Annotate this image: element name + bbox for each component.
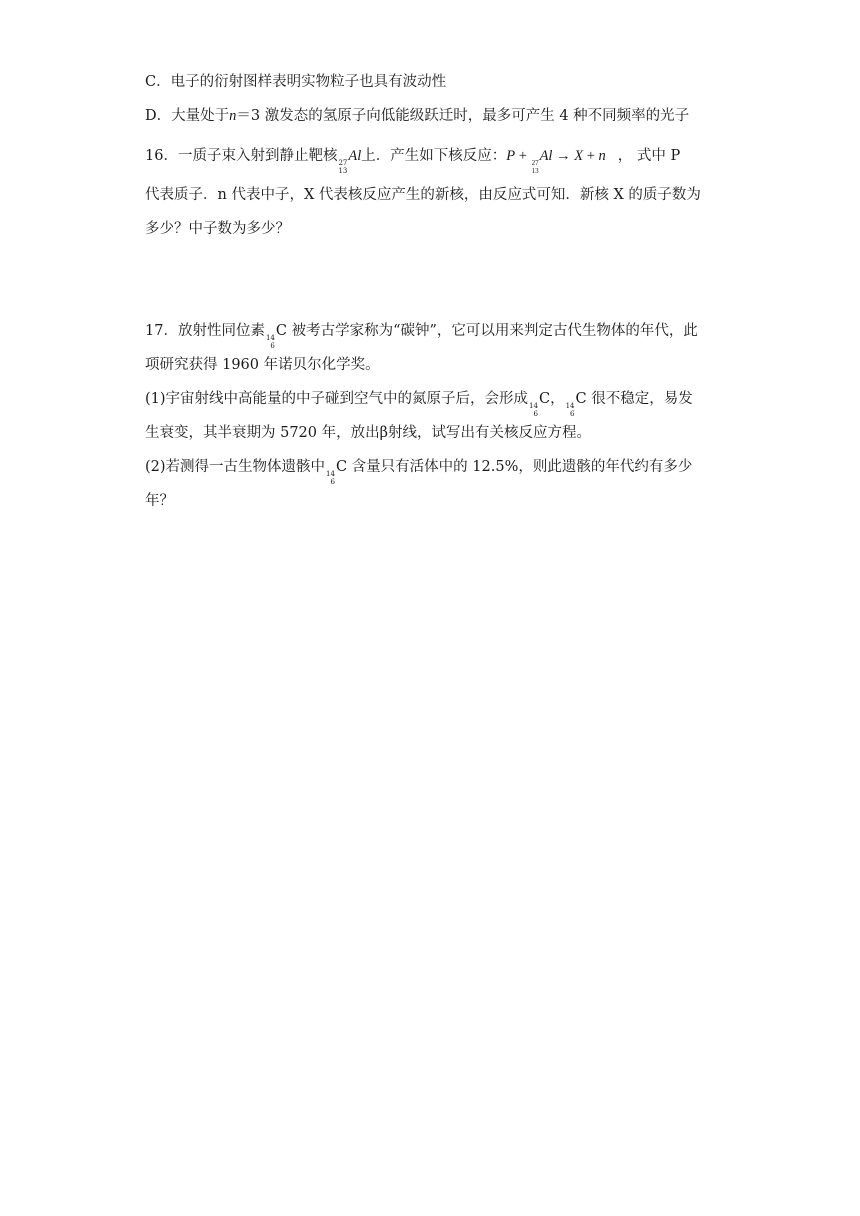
c-atomic-number: 6 — [270, 342, 275, 350]
q17-2-text-a: (2)若测得一古生物体遗骸中 — [145, 459, 326, 475]
q16-text-line2: 代表质子．n 代表中子，X 代表核反应产生的新核，由反应式可知．新核 X 的质子数为 — [145, 187, 701, 203]
question-17-part1-line2 — [145, 423, 591, 443]
eq-x: X — [574, 148, 584, 164]
q17-2-text-line2: 年？ — [145, 493, 174, 509]
eq-arrow: → — [552, 148, 575, 164]
question-17-line2 — [145, 355, 380, 375]
q17-text-b: C 被考古学家称为“碳钟”，它可以用来判定古代生物体的年代，此 — [275, 323, 698, 339]
al-mass-number: 27 — [338, 159, 348, 167]
reaction-equation — [506, 148, 606, 175]
c-mass-number-2: 14 — [529, 402, 538, 410]
q17-1-text-a: (1)宇宙射线中高能量的中子碰到空气中的氮原子后，会形成 — [145, 391, 529, 407]
q17-1-text-b: C， — [538, 391, 565, 407]
c-atomic-number-3: 6 — [570, 410, 575, 418]
c14-isotope-notation — [266, 334, 275, 350]
al-atomic-number: 13 — [338, 167, 348, 175]
eq-al-atomic: 13 — [531, 167, 539, 175]
q16-text-a: 16．一质子束入射到静止靶核 — [145, 148, 338, 164]
eq-plus-2: + — [583, 148, 599, 164]
eq-p: P — [506, 148, 516, 164]
c14-isotope-notation-4 — [326, 470, 335, 486]
c14-isotope-notation-3 — [566, 402, 575, 418]
q17-1-text-line2: 生衰变，其半衰期为 5720 年，放出β射线，试写出有关核反应方程。 — [145, 425, 591, 441]
eq-al-isotope — [532, 159, 539, 175]
question-16-line3 — [145, 219, 290, 239]
option-d-n: n — [229, 108, 237, 124]
option-c-text: C．电子的衍射图样表明实物粒子也具有波动性 — [145, 74, 447, 90]
c-mass-number-3: 14 — [565, 402, 575, 410]
c-mass-number-4: 14 — [326, 470, 335, 478]
question-16-line1 — [145, 146, 680, 175]
question-17-part1-line1 — [145, 389, 693, 418]
c-atomic-number-4: 6 — [330, 478, 335, 486]
c-mass-number: 14 — [265, 334, 275, 342]
eq-n: n — [598, 148, 606, 164]
question-16-line2 — [145, 185, 701, 205]
q16-text-c: ， 式中 P — [617, 148, 681, 164]
al-symbol: Al — [348, 148, 362, 164]
option-d-text-a: D．大量处于 — [145, 108, 230, 124]
option-d-text-b: ＝3 激发态的氢原子向低能级跃迁时，最多可产生 4 种不同频率的光子 — [236, 108, 690, 124]
c-atomic-number-2: 6 — [533, 410, 538, 418]
q17-text-line2: 项研究获得 1960 年诺贝尔化学奖。 — [145, 357, 380, 373]
q16-text-line3: 多少？中子数为多少？ — [145, 221, 290, 237]
question-17-part2-line1 — [145, 457, 692, 486]
question-17-line1 — [145, 321, 698, 350]
option-d — [145, 106, 689, 126]
q17-2-text-b: C 含量只有活体中的 12.5%，则此遗骸的年代约有多少 — [335, 459, 693, 475]
option-c — [145, 72, 446, 92]
q17-1-text-c: C 很不稳定，易发 — [575, 391, 693, 407]
question-17-part2-line2 — [145, 491, 174, 511]
al-isotope-notation — [338, 159, 347, 175]
q17-text-a: 17．放射性同位素 — [145, 323, 265, 339]
eq-plus-1: + — [515, 148, 531, 164]
eq-al-symbol: Al — [539, 148, 553, 164]
eq-al-mass: 27 — [531, 159, 539, 167]
q16-text-b: 上．产生如下核反应： — [361, 148, 507, 164]
c14-isotope-notation-2 — [529, 402, 538, 418]
